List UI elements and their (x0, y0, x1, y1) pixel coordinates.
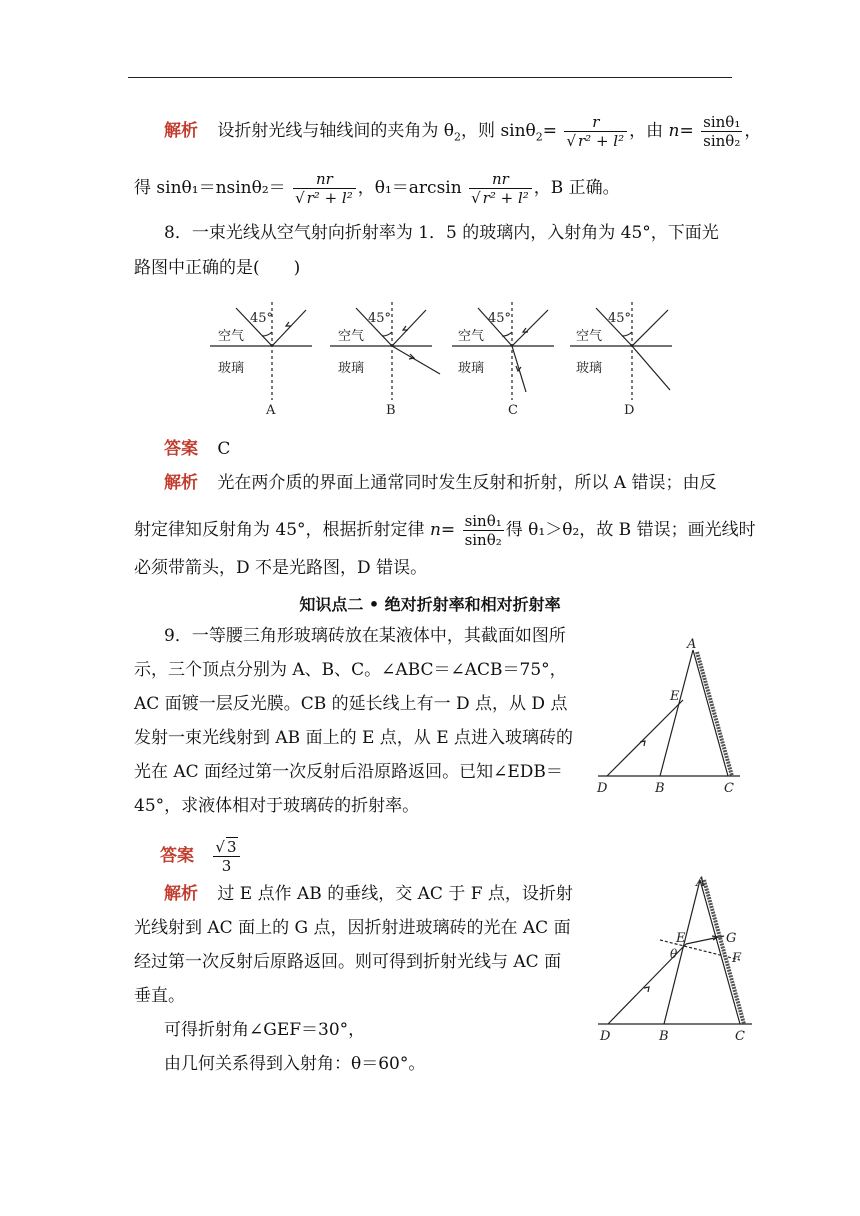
fig2-label-e: E (676, 931, 686, 946)
glass-label-c: 玻璃 (458, 361, 485, 376)
header-rule (128, 77, 732, 78)
sqrt-content: 3 (226, 838, 237, 856)
q8-sol-line-1 (164, 471, 717, 495)
sol7-line-1 (164, 113, 761, 150)
fraction-denominator: √ r² + l² (293, 188, 356, 207)
fig2-label-d: D (600, 1029, 611, 1044)
q9-line-4: 发射一束光线射到 AB 面上的 E 点，从 E 点进入玻璃砖的 (134, 728, 574, 748)
sol7-text-c: ，由 (629, 121, 669, 141)
fraction-denominator: √ r² + l² (564, 131, 627, 150)
q9-sol-line-3: 经过第一次反射后原路返回。则可得到折射光线与 AC 面 (134, 952, 562, 972)
sol7-text-l2b: ，θ₁＝arcsin (357, 178, 462, 198)
sol7-n: n (668, 121, 680, 141)
fraction-numerator: nr (315, 170, 333, 188)
answer-label: 答案 (164, 439, 198, 459)
sol7-fraction-2 (701, 113, 742, 150)
sol7-fraction-3 (293, 170, 356, 207)
q9-sol-line-4: 垂直。 (134, 986, 185, 1006)
fraction-denominator: sinθ₂ (703, 132, 741, 150)
sqrt-content: r² + l² (306, 189, 353, 207)
q9-line-1: 9．一等腰三角形玻璃砖放在某液体中，其截面如图所 (164, 626, 566, 646)
air-label-c: 空气 (458, 329, 485, 344)
sol7-fraction-4 (469, 170, 532, 207)
q8-sol-line-3: 必须带箭头，D 不是光路图，D 错误。 (134, 558, 428, 578)
q9-line-3: AC 面镀一层反光膜。CB 的延长线上有一 D 点，从 D 点 (134, 694, 568, 714)
glass-label-d: 玻璃 (576, 361, 603, 376)
q9-line-5: 光在 AC 面经过第一次反射后沿原路返回。已知∠EDB＝ (134, 762, 563, 782)
fraction-numerator: √ 3 (215, 838, 237, 856)
sol7-sub: 2 (454, 130, 462, 144)
angle-label-c: 45° (488, 311, 512, 326)
fraction-denominator: sinθ₂ (464, 531, 502, 549)
sol7-text-l2a: 得 sinθ₁＝nsinθ₂＝ (134, 178, 286, 198)
fig1-label-b: B (655, 781, 665, 796)
q8-diagrams (0, 290, 860, 430)
option-label-d: D (624, 403, 635, 418)
q9-line-2: 示，三个顶点分别为 A、B、C。∠ABC＝∠ACB＝75°， (134, 660, 567, 680)
q9-answer-fraction (213, 838, 239, 875)
option-label-b: B (386, 403, 396, 418)
q8-line-1: 8．一束光线从空气射向折射率为 1．5 的玻璃内，入射角为 45°，下面光 (164, 223, 719, 243)
q9-sol-line-6: 由几何关系得到入射角：θ＝60°。 (164, 1054, 426, 1074)
solution-label: 解析 (164, 473, 198, 493)
fraction-numerator: nr (492, 170, 509, 188)
fig2-label-a: A (696, 875, 706, 890)
q9-sol-text-1: 过 E 点作 AB 的垂线，交 AC 于 F 点，设折射 (217, 884, 573, 904)
angle-label-b: 45° (368, 311, 392, 326)
q8-sol-n: n (429, 520, 441, 540)
fig2-label-c: C (735, 1029, 745, 1044)
sol7-text-l2c: ，B 正确。 (533, 178, 620, 198)
answer-label: 答案 (160, 846, 194, 866)
fig2-label-f: F (732, 951, 742, 966)
sol7-line-2 (134, 170, 620, 207)
q9-sol-line-5: 可得折射角∠GEF＝30°， (164, 1020, 366, 1040)
fraction-denominator: 3 (213, 856, 239, 875)
q8-sol-line-2 (134, 512, 756, 549)
q8-sol-eq: = (440, 520, 456, 540)
sqrt-content: r² + l² (482, 189, 529, 207)
sol7-fraction-1 (564, 113, 627, 150)
fig1-label-e: E (670, 689, 680, 704)
sqrt-content: r² + l² (578, 132, 625, 150)
q8-line-2: 路图中正确的是( ) (134, 258, 301, 278)
glass-label-b: 玻璃 (338, 361, 365, 376)
q9-figure-2 (590, 866, 760, 1046)
option-label-c: C (508, 403, 518, 418)
sol7-eq: = (542, 121, 558, 141)
q9-sol-line-2: 光线射到 AC 面上的 G 点，因折射进玻璃砖的光在 AC 面 (134, 918, 571, 938)
fraction-numerator: sinθ₁ (703, 113, 741, 131)
fig2-label-theta: θ (670, 947, 678, 961)
section-heading: 知识点二 • 绝对折射率和相对折射率 (299, 595, 561, 614)
fig1-label-a: A (687, 637, 697, 652)
q9-answer-line (160, 838, 242, 875)
sol7-eq2: = (679, 121, 694, 141)
q8-answer: C (217, 439, 231, 459)
angle-label-a: 45° (250, 311, 274, 326)
q9-figure-1 (590, 632, 760, 802)
air-label-a: 空气 (218, 329, 245, 344)
fig1-label-d: D (597, 781, 608, 796)
sol7-end: ， (744, 121, 762, 141)
sol7-text-b: ，则 sinθ (461, 121, 536, 141)
fig2-label-b: B (659, 1029, 669, 1044)
air-label-d: 空气 (576, 329, 603, 344)
sol7-sub2: 2 (535, 130, 543, 144)
q8-sol-text-1: 光在两介质的界面上通常同时发生反射和折射，所以 A 错误；由反 (217, 473, 717, 493)
fraction-numerator: r (592, 113, 600, 131)
q9-line-6: 45°，求液体相对于玻璃砖的折射率。 (134, 796, 420, 816)
q8-sol-text-2a: 射定律知反射角为 45°，根据折射定律 (134, 520, 430, 540)
q8-answer-line (164, 437, 230, 461)
fig2-label-g: G (726, 931, 737, 946)
sol7-text-a: 设折射光线与轴线间的夹角为 θ (217, 121, 455, 141)
air-label-b: 空气 (338, 329, 365, 344)
solution-label: 解析 (164, 121, 198, 141)
fraction-numerator: sinθ₁ (464, 512, 502, 530)
q8-sol-text-2b: 得 θ₁＞θ₂，故 B 错误；画光线时 (505, 520, 756, 540)
option-label-a: A (266, 403, 276, 418)
glass-label-a: 玻璃 (218, 361, 245, 376)
q9-sol-line-1 (164, 882, 573, 906)
fraction-denominator: √ r² + l² (469, 188, 532, 207)
angle-label-d: 45° (608, 311, 632, 326)
q8-sol-fraction (463, 512, 504, 549)
solution-label: 解析 (164, 884, 198, 904)
fig1-label-c: C (724, 781, 734, 796)
